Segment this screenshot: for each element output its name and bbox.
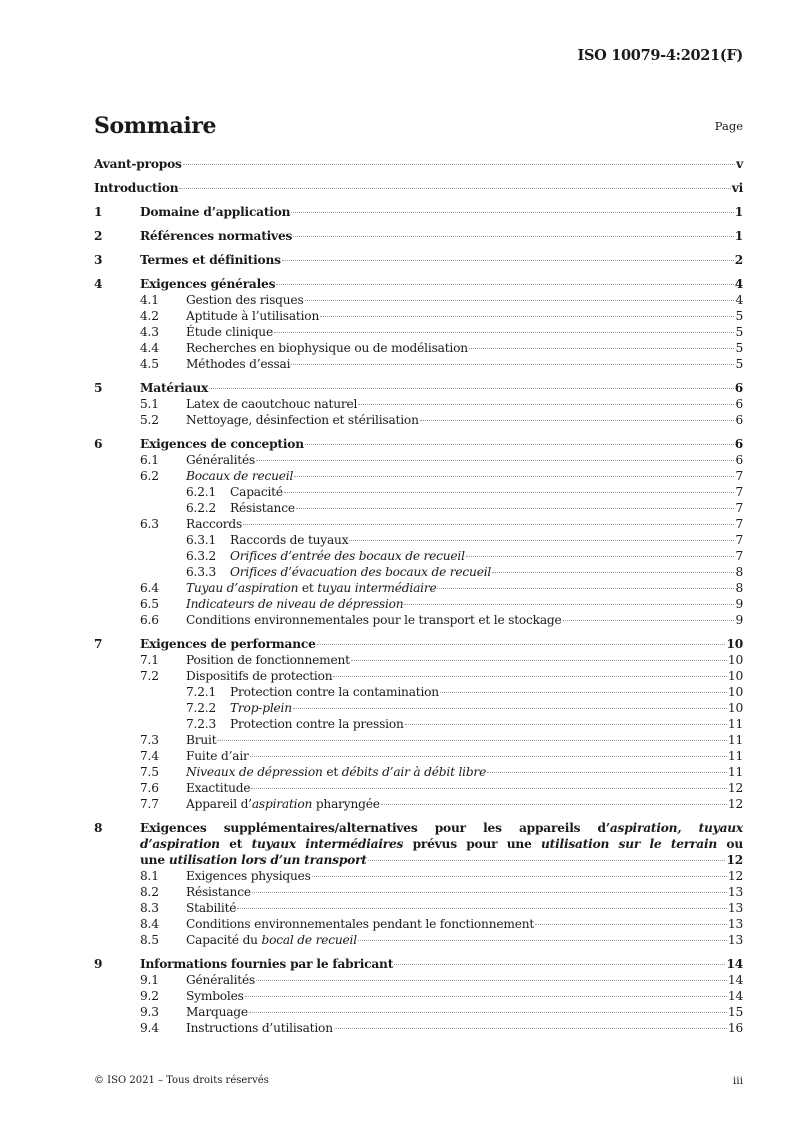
page-column-label: Page — [714, 119, 743, 133]
dot-leader — [333, 676, 726, 677]
page-number: 9 — [735, 613, 743, 627]
section-number: 7.3 — [140, 733, 159, 747]
page-number: 7 — [735, 485, 743, 499]
toc-entry-section-4.3[interactable] — [94, 324, 743, 340]
entry-text-part: utilisation sur le terrain — [541, 837, 718, 851]
dot-leader — [293, 708, 727, 709]
toc-entry-section-7[interactable] — [94, 636, 743, 652]
section-number: 5.1 — [140, 397, 159, 411]
toc-entry-section-6.6[interactable] — [94, 612, 743, 628]
toc-entry-section-6.3.2[interactable] — [94, 548, 743, 564]
entry-text: Marquage — [186, 1005, 248, 1019]
entry-text — [186, 764, 486, 780]
entry-text: Introduction — [94, 181, 179, 195]
entry-text: Exigences physiques — [186, 869, 311, 883]
entry-text-part: aspiration — [251, 797, 313, 811]
section-number: 7.2.3 — [186, 717, 217, 731]
entry-text: Domaine d’application — [140, 205, 291, 219]
toc-entry-section-8.5[interactable] — [94, 932, 743, 948]
dot-leader — [294, 476, 734, 477]
toc-entry-avant-propos[interactable] — [94, 156, 743, 172]
dot-leader — [209, 388, 734, 389]
dot-leader — [256, 460, 734, 461]
entry-text: Exigences de conception — [140, 437, 304, 451]
page-number: 8 — [735, 581, 743, 595]
page-number: 7 — [735, 533, 743, 547]
entry-text: Références normatives — [140, 229, 293, 243]
dot-leader — [351, 660, 727, 661]
dot-leader — [183, 164, 735, 165]
page-number: 12 — [727, 781, 743, 795]
page-number: 11 — [727, 765, 743, 779]
page-number: 6 — [734, 437, 743, 451]
page-number: 5 — [735, 341, 743, 355]
page-number: 10 — [727, 669, 743, 683]
page-number: 7 — [735, 549, 743, 563]
entry-text — [186, 932, 357, 948]
section-number: 7.7 — [140, 797, 159, 811]
entry-text-part: tuyaux intermédiaires — [251, 837, 404, 851]
entry-text-part: aspiration, tuyaux — [609, 821, 743, 835]
toc-entry-section-7.2.3[interactable] — [94, 716, 743, 732]
dot-leader — [252, 892, 727, 893]
section-number: 2 — [94, 229, 103, 243]
entry-text: Raccords — [186, 517, 242, 531]
toc-entry-section-6.5[interactable] — [94, 596, 743, 612]
page-number: 6 — [735, 397, 743, 411]
toc-entry-section-6.2[interactable] — [94, 468, 743, 484]
toc-entry-section-4.1[interactable] — [94, 292, 743, 308]
entry-text — [230, 564, 491, 580]
entry-text-italic: Trop-plein — [230, 701, 292, 715]
toc-entry-section-9.3[interactable] — [94, 1004, 743, 1020]
toc-entry-section-4.5[interactable] — [94, 356, 743, 372]
page-number: 10 — [727, 653, 743, 667]
entry-text: Généralités — [186, 453, 256, 467]
toc-entry-section-4[interactable] — [94, 276, 743, 292]
entry-text: Généralités — [186, 973, 256, 987]
page-number: 12 — [727, 797, 743, 811]
toc-entry-section-9.4[interactable] — [94, 1020, 743, 1036]
section-number: 8 — [94, 821, 103, 835]
toc-entry-introduction[interactable] — [94, 180, 743, 196]
dot-leader — [466, 556, 735, 557]
page-number: vi — [731, 181, 743, 195]
section-number: 8.5 — [140, 933, 159, 947]
toc-entry-section-1[interactable] — [94, 204, 743, 220]
entry-text: Symboles — [186, 989, 244, 1003]
footer-copyright: © ISO 2021 – Tous droits réservés — [94, 1075, 269, 1086]
toc-entry-section-7.2.2[interactable] — [94, 700, 743, 716]
page-number: 13 — [727, 901, 743, 915]
section-number: 7.2 — [140, 669, 159, 683]
page-number: 6 — [735, 453, 743, 467]
dot-leader — [296, 508, 735, 509]
toc-entry-section-7.2.1[interactable] — [94, 684, 743, 700]
entry-text: Aptitude à l’utilisation — [186, 309, 320, 323]
page-number: 12 — [727, 869, 743, 883]
entry-text-italic: Orifices d’évacuation des bocaux de recueil — [230, 565, 492, 579]
section-number: 8.1 — [140, 869, 159, 883]
dot-leader — [349, 540, 734, 541]
section-number: 6.4 — [140, 581, 159, 595]
page-number: 8 — [735, 565, 743, 579]
page-number: 6 — [735, 413, 743, 427]
section-number: 4.5 — [140, 357, 159, 371]
toc-entry-section-6.3[interactable] — [94, 516, 743, 532]
page-number: 2 — [734, 253, 743, 267]
toc-entry-section-6[interactable] — [94, 436, 743, 452]
toc-entry-section-9[interactable] — [94, 956, 743, 972]
entry-text: Latex de caoutchouc naturel — [186, 397, 358, 411]
dot-leader — [251, 788, 726, 789]
entry-text: Résistance — [230, 501, 295, 515]
page-number: 13 — [727, 885, 743, 899]
section-number: 8.4 — [140, 917, 159, 931]
toc-entry-section-7.1[interactable] — [94, 652, 743, 668]
toc-entry-section-8.3[interactable] — [94, 900, 743, 916]
toc-entry-section-5.2[interactable] — [94, 412, 743, 428]
page-number: 9 — [735, 597, 743, 611]
toc-entry-section-5[interactable] — [94, 380, 743, 396]
toc-entry-section-6.2.1[interactable] — [94, 484, 743, 500]
entry-text — [186, 580, 436, 596]
entry-text-italic: Indicateurs de niveau de dépression — [186, 597, 404, 611]
toc-entry-section-7.5[interactable] — [94, 764, 743, 780]
entry-text: Étude clinique — [186, 325, 273, 339]
entry-text — [186, 596, 403, 612]
entry-text-part: Tuyau d’aspiration — [186, 581, 299, 595]
toc-entry-section-8[interactable] — [94, 820, 743, 868]
entry-text-part: une — [140, 853, 169, 867]
entry-text-part: prévus pour une — [403, 837, 541, 851]
dot-leader — [317, 644, 726, 645]
page-number: 7 — [735, 469, 743, 483]
page-title: Sommaire — [94, 113, 217, 139]
page-number: 5 — [735, 357, 743, 371]
section-number: 7.5 — [140, 765, 159, 779]
page-number: 15 — [727, 1005, 743, 1019]
section-number: 6.2 — [140, 469, 159, 483]
toc-entry-section-3[interactable] — [94, 252, 743, 268]
entry-text-part: et — [219, 837, 252, 851]
entry-text: Position de fonctionnement — [186, 653, 350, 667]
toc-entry-section-4.2[interactable] — [94, 308, 743, 324]
dot-leader — [284, 492, 735, 493]
page-number: 14 — [727, 989, 743, 1003]
toc-entry-section-6.4[interactable] — [94, 580, 743, 596]
entry-text: Protection contre la contamination — [230, 685, 439, 699]
entry-text: Fuite d’air — [186, 749, 249, 763]
entry-text: Matériaux — [140, 381, 209, 395]
toc-entry-section-7.7[interactable] — [94, 796, 743, 812]
entry-text-part: ou — [717, 837, 744, 851]
section-number: 6.3.2 — [186, 549, 217, 563]
entry-text: Stabilité — [186, 901, 237, 915]
section-number: 4 — [94, 277, 103, 291]
entry-text: Conditions environnementales pour le transport et le stockage — [186, 613, 562, 627]
dot-leader — [217, 740, 726, 741]
dot-leader — [305, 444, 734, 445]
dot-leader — [440, 692, 727, 693]
toc-entry-section-7.4[interactable] — [94, 748, 743, 764]
dot-leader — [276, 284, 733, 285]
entry-text — [230, 548, 465, 564]
section-number: 1 — [94, 205, 103, 219]
section-number: 7.4 — [140, 749, 159, 763]
dot-leader — [293, 236, 734, 237]
page-number: 1 — [734, 205, 743, 219]
toc-entry-section-9.1[interactable] — [94, 972, 743, 988]
dot-leader — [469, 348, 735, 349]
toc-entry-section-2[interactable] — [94, 228, 743, 244]
toc-entry-section-5.1[interactable] — [94, 396, 743, 412]
page-number: 10 — [726, 637, 743, 651]
dot-leader — [404, 604, 734, 605]
page-number: 16 — [727, 1021, 743, 1035]
dot-leader — [274, 332, 734, 333]
entry-text-part: Appareil d’ — [186, 797, 252, 811]
entry-text: Instructions d’utilisation — [186, 1021, 333, 1035]
section-number: 6.1 — [140, 453, 159, 467]
dot-leader — [282, 260, 734, 261]
toc-entry-section-8.1[interactable] — [94, 868, 743, 884]
page-number: 1 — [734, 229, 743, 243]
entry-text-part: débits d’air à débit libre — [341, 765, 487, 779]
section-number: 5 — [94, 381, 103, 395]
entry-text: Gestion des risques — [186, 293, 304, 307]
dot-leader — [237, 908, 727, 909]
entry-text-part: Niveaux de dépression — [186, 765, 323, 779]
entry-text: Capacité — [230, 485, 283, 499]
entry-title-line — [140, 836, 743, 852]
dot-leader — [334, 1028, 727, 1029]
dot-leader — [420, 420, 735, 421]
page-number: 10 — [727, 701, 743, 715]
dot-leader — [291, 364, 734, 365]
page-number: 11 — [727, 749, 743, 763]
entry-text: Protection contre la pression — [230, 717, 404, 731]
document-id: ISO 10079-4:2021(F) — [577, 47, 743, 64]
entry-text-part: et — [322, 765, 342, 779]
entry-text: Dispositifs de protection — [186, 669, 333, 683]
dot-leader — [243, 524, 734, 525]
page-number: 7 — [735, 501, 743, 515]
entry-title — [140, 820, 743, 868]
section-number: 7.1 — [140, 653, 159, 667]
entry-text-italic: Bocaux de recueil — [186, 469, 294, 483]
dot-leader — [394, 964, 725, 965]
dot-leader — [535, 924, 727, 925]
dot-leader — [320, 316, 734, 317]
toc-entry-section-7.6[interactable] — [94, 780, 743, 796]
dot-leader — [256, 980, 727, 981]
dot-leader — [305, 300, 735, 301]
entry-text — [186, 468, 293, 484]
entry-text — [140, 852, 367, 868]
dot-leader — [368, 860, 726, 861]
section-number: 6.3.3 — [186, 565, 217, 579]
entry-text: Exigences générales — [140, 277, 276, 291]
page-number: v — [736, 157, 743, 171]
page-number: 11 — [727, 717, 743, 731]
dot-leader — [312, 876, 727, 877]
entry-text: Termes et définitions — [140, 253, 281, 267]
dot-leader — [405, 724, 727, 725]
dot-leader — [245, 996, 727, 997]
dot-leader — [249, 1012, 727, 1013]
toc-entry-section-7.3[interactable] — [94, 732, 743, 748]
section-number: 9.3 — [140, 1005, 159, 1019]
entry-text: Nettoyage, désinfection et stérilisation — [186, 413, 419, 427]
page-number: 13 — [727, 917, 743, 931]
section-number: 4.4 — [140, 341, 159, 355]
section-number: 6.3 — [140, 517, 159, 531]
entry-text — [230, 700, 292, 716]
section-number: 6.3.1 — [186, 533, 217, 547]
dot-leader — [250, 756, 727, 757]
page-number: 14 — [727, 973, 743, 987]
dot-leader — [358, 940, 727, 941]
entry-text-part: Exigences supplémentaires/alternatives pour les appareils d’ — [140, 821, 610, 835]
entry-text-part: pharyngée — [312, 797, 380, 811]
entry-text-part: et — [298, 581, 318, 595]
page-number: 4 — [735, 293, 743, 307]
dot-leader — [358, 404, 734, 405]
entry-text-part: tuyau intermédiaire — [317, 581, 437, 595]
entry-text: Exigences de performance — [140, 637, 316, 651]
entry-text: Résistance — [186, 885, 251, 899]
entry-text-italic: Orifices d’entrée des bocaux de recueil — [230, 549, 465, 563]
dot-leader — [179, 188, 730, 189]
entry-text: Raccords de tuyaux — [230, 533, 349, 547]
entry-title-line — [140, 820, 743, 836]
dot-leader — [381, 804, 727, 805]
section-number: 6.2.1 — [186, 485, 217, 499]
section-number: 5.2 — [140, 413, 159, 427]
dot-leader — [291, 212, 733, 213]
entry-text: Méthodes d’essai — [186, 357, 291, 371]
section-number: 4.2 — [140, 309, 159, 323]
dot-leader — [437, 588, 734, 589]
entry-text-part: d’aspiration — [140, 837, 220, 851]
page-number: 5 — [735, 309, 743, 323]
section-number: 9.1 — [140, 973, 159, 987]
section-number: 7 — [94, 637, 103, 651]
section-number: 4.3 — [140, 325, 159, 339]
section-number: 6.6 — [140, 613, 159, 627]
dot-leader — [563, 620, 735, 621]
page-number: 14 — [726, 957, 743, 971]
toc-entry-section-6.2.2[interactable] — [94, 500, 743, 516]
page-number: 6 — [734, 381, 743, 395]
page-number: 10 — [727, 685, 743, 699]
entry-text-part: Capacité du — [186, 933, 262, 947]
toc-entry-section-8.4[interactable] — [94, 916, 743, 932]
section-number: 3 — [94, 253, 103, 267]
section-number: 6.2.2 — [186, 501, 217, 515]
section-number: 8.3 — [140, 901, 159, 915]
page-number: 11 — [727, 733, 743, 747]
page-number: 7 — [735, 517, 743, 531]
section-number: 7.2.1 — [186, 685, 217, 699]
entry-text: Bruit — [186, 733, 217, 747]
section-number: 7.6 — [140, 781, 159, 795]
section-number: 9 — [94, 957, 103, 971]
toc-entry-section-4.4[interactable] — [94, 340, 743, 356]
toc-entry-section-6.3.3[interactable] — [94, 564, 743, 580]
entry-text-part: bocal de recueil — [261, 933, 357, 947]
entry-text: Recherches en biophysique ou de modélisation — [186, 341, 468, 355]
page-number: 4 — [734, 277, 743, 291]
dot-leader — [492, 572, 734, 573]
table-of-contents — [94, 156, 743, 1036]
page-number: 5 — [735, 325, 743, 339]
entry-text: Conditions environnementales pendant le fonctionnement — [186, 917, 535, 931]
footer-page-number: iii — [732, 1075, 743, 1087]
toc-entry-section-8.2[interactable] — [94, 884, 743, 900]
section-number: 9.4 — [140, 1021, 159, 1035]
entry-text: Avant-propos — [94, 157, 182, 171]
dot-leader — [487, 772, 727, 773]
page-number: 12 — [726, 853, 743, 867]
entry-text — [186, 796, 380, 812]
entry-text-part: utilisation lors d’un transport — [168, 853, 367, 867]
section-number: 8.2 — [140, 885, 159, 899]
entry-text: Informations fournies par le fabricant — [140, 957, 394, 971]
toc-entry-section-6.1[interactable] — [94, 452, 743, 468]
section-number: 6 — [94, 437, 103, 451]
toc-entry-section-6.3.1[interactable] — [94, 532, 743, 548]
section-number: 7.2.2 — [186, 701, 217, 715]
section-number: 6.5 — [140, 597, 159, 611]
entry-text: Exactitude — [186, 781, 251, 795]
entry-title-line — [140, 852, 743, 868]
toc-entry-section-9.2[interactable] — [94, 988, 743, 1004]
section-number: 4.1 — [140, 293, 159, 307]
page-number: 13 — [727, 933, 743, 947]
toc-entry-section-7.2[interactable] — [94, 668, 743, 684]
section-number: 9.2 — [140, 989, 159, 1003]
